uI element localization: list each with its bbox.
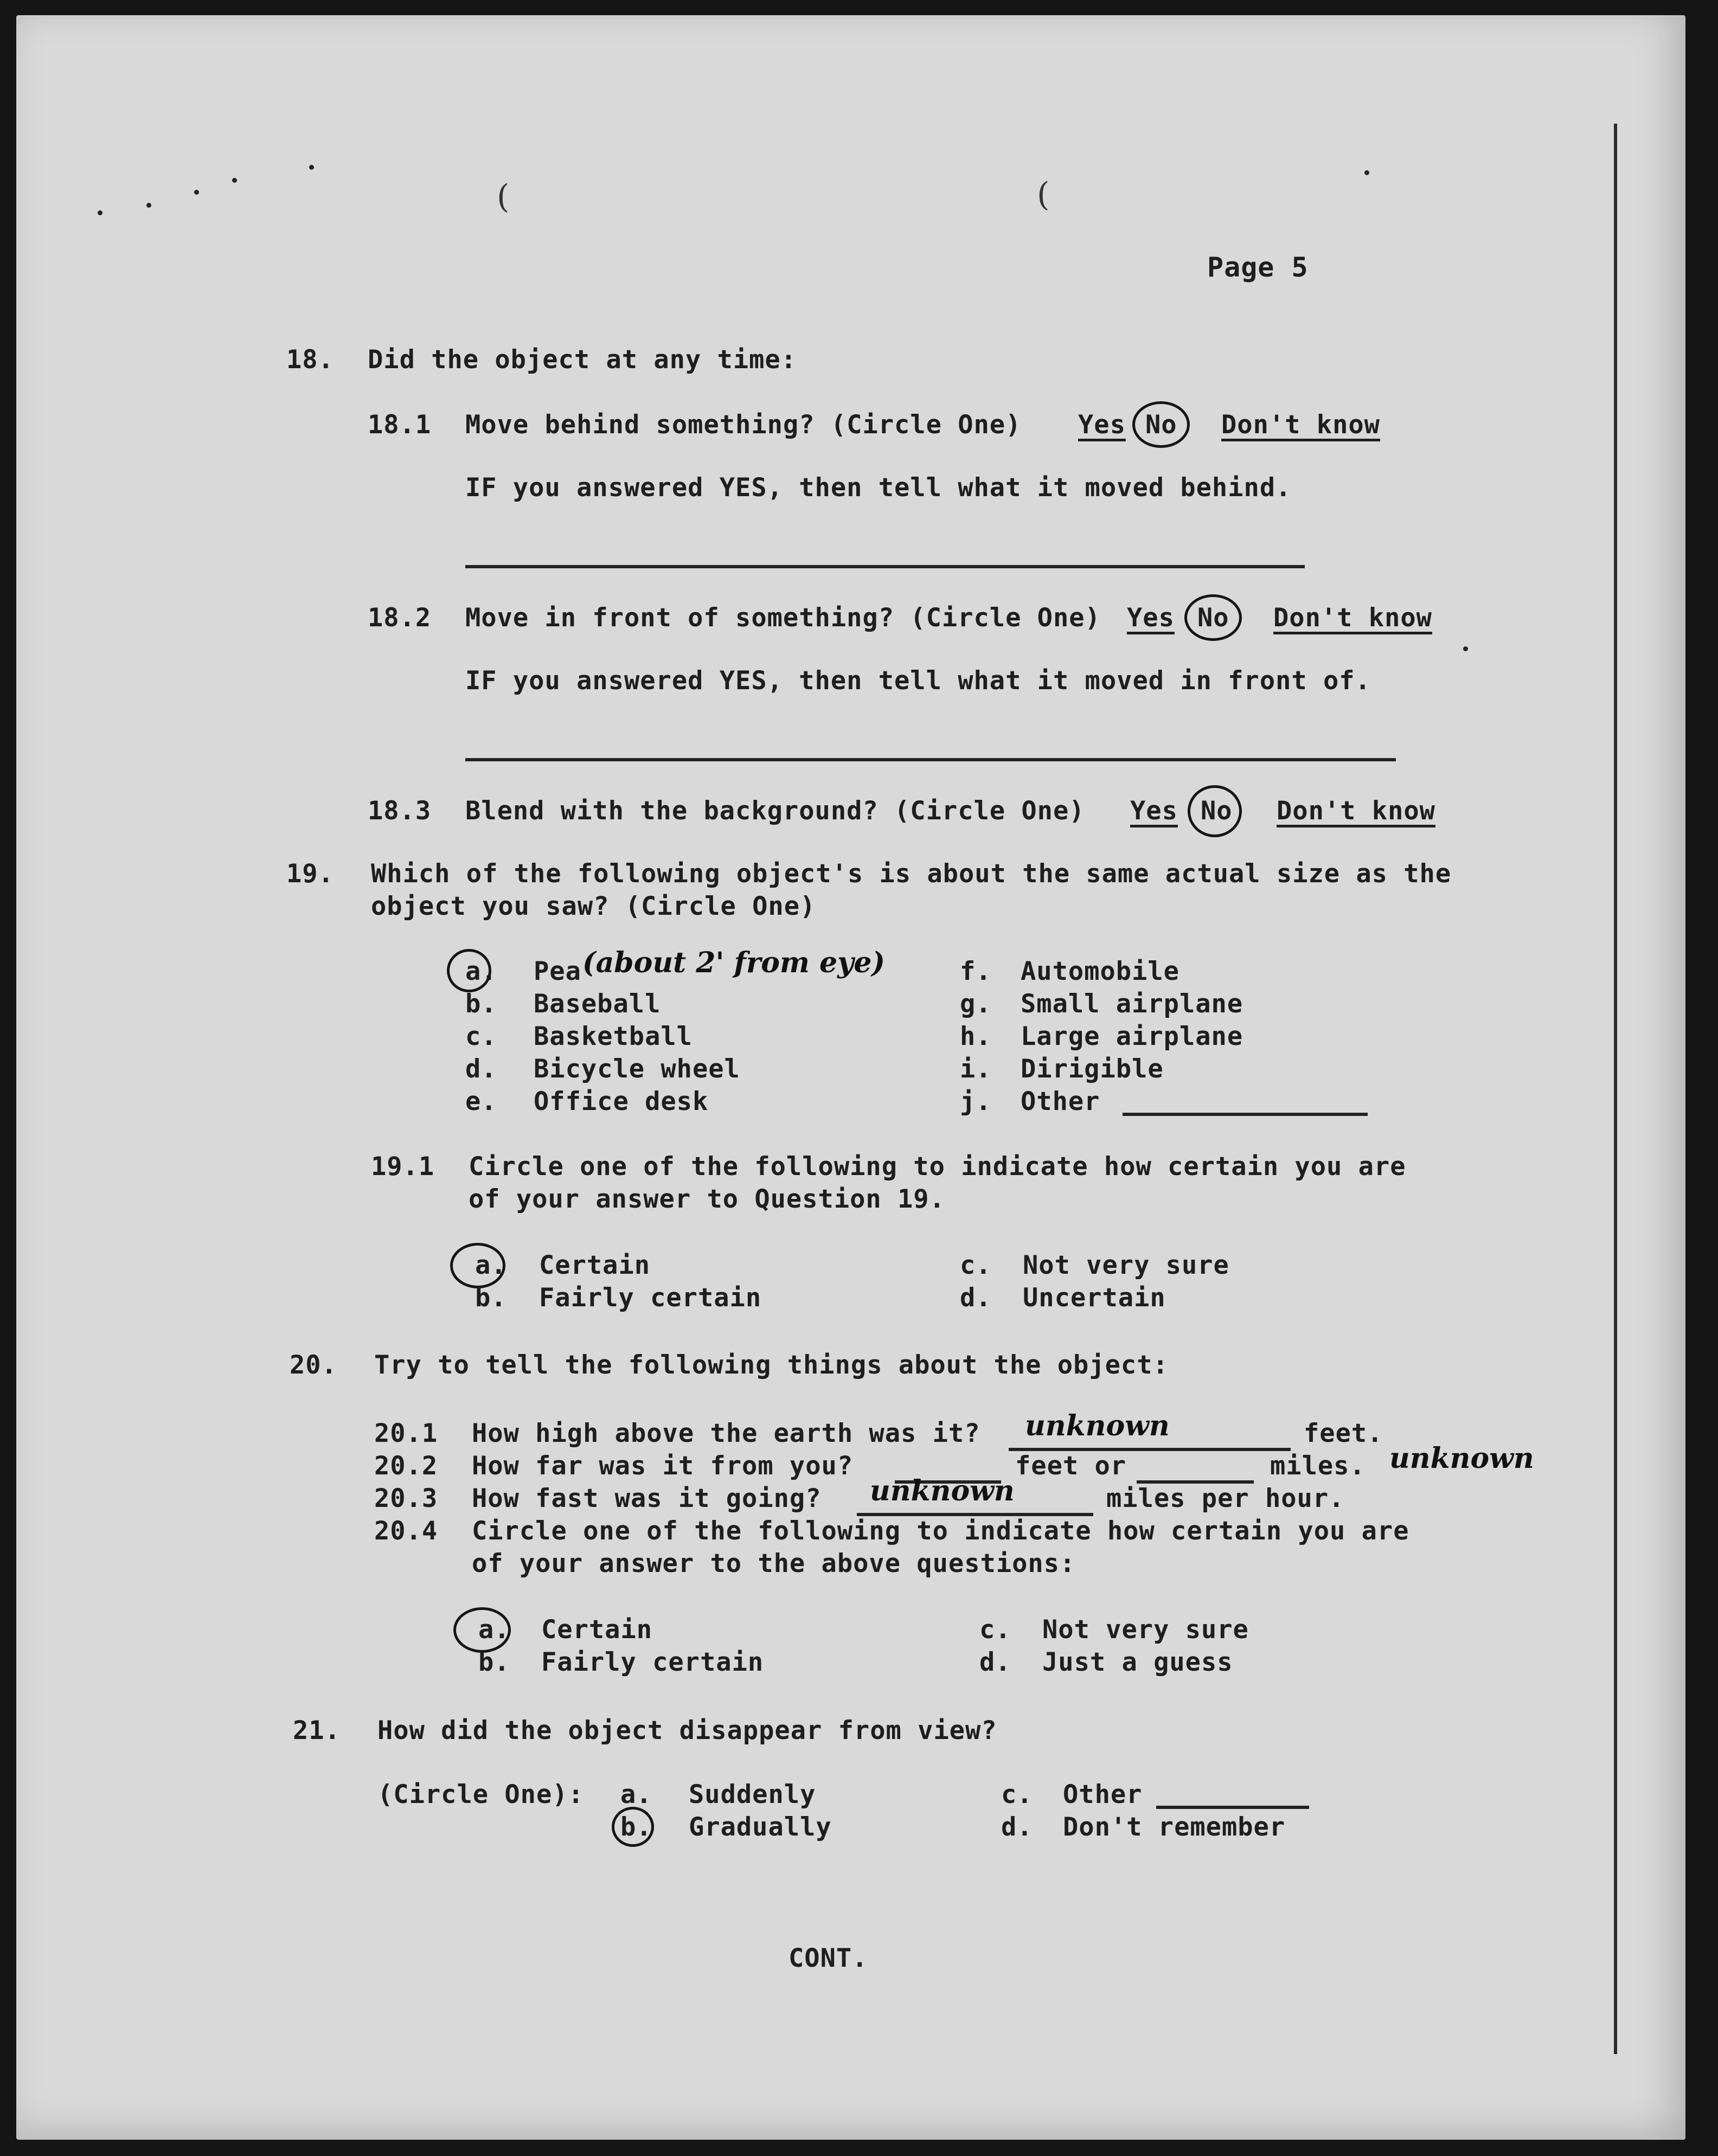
question-number: 19. (286, 859, 334, 889)
option-letter[interactable]: a. (465, 957, 497, 986)
instruction-label: (Circle One): (377, 1780, 584, 1810)
answer-line[interactable] (1156, 1806, 1309, 1809)
answer-line[interactable] (1123, 1113, 1368, 1116)
page-edge-rule (1614, 124, 1617, 2054)
option-letter[interactable]: h. (960, 1022, 992, 1051)
option-letter[interactable]: f. (960, 957, 992, 986)
followup-instruction: IF you answered YES, then tell what it moved in front of. (465, 666, 1371, 696)
subquestion-number: 18.1 (368, 410, 432, 440)
subquestion-number: 20.4 (374, 1516, 438, 1546)
answer-circle (612, 1807, 654, 1847)
subquestion-number: 20.2 (374, 1451, 438, 1481)
option-label[interactable]: Other (1021, 1087, 1100, 1116)
punch-hole-mark: ( (497, 178, 510, 216)
answer-circle (1132, 401, 1190, 448)
question-text: How did the object disappear from view? (377, 1716, 997, 1746)
option-letter[interactable]: b. (465, 989, 497, 1019)
option-letter[interactable]: d. (465, 1054, 497, 1084)
option-label[interactable]: Certain (539, 1250, 651, 1280)
option-letter[interactable]: e. (465, 1087, 497, 1116)
option-label[interactable]: Bicycle wheel (534, 1054, 740, 1084)
subquestion-number: 20.3 (374, 1484, 438, 1513)
unit-label: miles. (1270, 1451, 1366, 1481)
answer-line[interactable] (465, 565, 1305, 568)
subquestion-number: 18.3 (368, 796, 432, 826)
option-label[interactable]: Gradually (689, 1812, 832, 1842)
handwritten-note: (about 2' from eye) (582, 946, 886, 979)
unit-label: feet or (1015, 1451, 1127, 1481)
option-dont-know[interactable]: Don't know (1277, 796, 1435, 826)
option-dont-know[interactable]: Don't know (1273, 603, 1432, 633)
option-label[interactable]: Certain (541, 1615, 653, 1645)
ink-speck (232, 178, 237, 183)
unit-label: miles per hour. (1106, 1484, 1345, 1513)
ink-speck (1364, 170, 1369, 175)
option-label[interactable]: Don't remember (1063, 1812, 1286, 1842)
option-letter[interactable]: c. (1001, 1780, 1033, 1810)
answer-circle (1184, 594, 1242, 641)
subquestion-number: 20.1 (374, 1419, 438, 1448)
option-label[interactable]: Large airplane (1021, 1022, 1243, 1051)
option-yes[interactable]: Yes (1130, 796, 1178, 826)
option-letter[interactable]: g. (960, 989, 992, 1019)
answer-circle (447, 949, 491, 992)
ink-speck (98, 210, 102, 215)
option-yes[interactable]: Yes (1127, 603, 1175, 633)
question-number: 18. (286, 345, 334, 375)
option-label[interactable]: Not very sure (1042, 1615, 1249, 1645)
option-no[interactable]: No (1197, 603, 1229, 633)
subquestion-text: of your answer to Question 19. (469, 1184, 945, 1214)
handwritten-answer: unknown (1389, 1442, 1534, 1475)
option-letter[interactable]: d. (1001, 1812, 1033, 1842)
subquestion-text: Move in front of something? (Circle One) (465, 603, 1101, 633)
handwritten-answer: unknown (870, 1474, 1015, 1507)
ink-speck (194, 190, 199, 195)
question-number: 20. (290, 1350, 337, 1380)
question-number: 21. (293, 1716, 341, 1746)
option-label[interactable]: Office desk (534, 1087, 709, 1116)
option-label[interactable]: Automobile (1021, 957, 1179, 986)
option-label[interactable]: Basketball (534, 1022, 693, 1051)
option-yes[interactable]: Yes (1078, 410, 1126, 440)
option-dont-know[interactable]: Don't know (1221, 410, 1380, 440)
subquestion-text: Move behind something? (Circle One) (465, 410, 1022, 440)
option-letter[interactable]: c. (465, 1022, 497, 1051)
followup-instruction: IF you answered YES, then tell what it moved behind. (465, 473, 1292, 503)
option-label[interactable]: Just a guess (1042, 1647, 1233, 1677)
option-letter[interactable]: a. (620, 1780, 652, 1810)
option-letter[interactable]: j. (960, 1087, 992, 1116)
option-letter[interactable]: c. (979, 1615, 1011, 1645)
subquestion-text: Circle one of the following to indicate how certain you are (469, 1152, 1406, 1182)
option-label[interactable]: Fairly certain (541, 1647, 764, 1677)
subquestion-text: of your answer to the above questions: (472, 1549, 1076, 1579)
option-label[interactable]: Baseball (534, 989, 661, 1019)
question-text: object you saw? (Circle One) (371, 891, 816, 921)
punch-hole-mark: ( (1037, 176, 1050, 214)
option-label[interactable]: Small airplane (1021, 989, 1243, 1019)
subquestion-text: How fast was it going? (472, 1484, 822, 1513)
option-label[interactable]: Pea (534, 957, 581, 986)
question-text: Did the object at any time: (368, 345, 797, 375)
answer-circle (453, 1607, 511, 1653)
option-label[interactable]: Other (1063, 1780, 1143, 1810)
subquestion-text: How high above the earth was it? (472, 1419, 980, 1448)
answer-circle (1188, 785, 1242, 837)
option-no[interactable]: No (1145, 410, 1177, 440)
answer-circle (450, 1243, 505, 1288)
unit-label: feet. (1304, 1419, 1383, 1448)
ink-speck (146, 203, 151, 208)
option-label[interactable]: Dirigible (1021, 1054, 1164, 1084)
continued-footer: CONT. (789, 1943, 868, 1973)
option-label[interactable]: Not very sure (1023, 1250, 1229, 1280)
option-letter[interactable]: a. (475, 1250, 507, 1280)
subquestion-text: How far was it from you? (472, 1451, 854, 1481)
option-letter[interactable]: a. (478, 1615, 510, 1645)
ink-speck (1463, 646, 1468, 651)
question-text: Which of the following object's is about the same actual size as the (371, 859, 1452, 889)
option-label[interactable]: Uncertain (1023, 1283, 1166, 1313)
option-letter[interactable]: i. (960, 1054, 992, 1084)
option-letter[interactable]: d. (979, 1647, 1011, 1677)
option-letter[interactable]: b. (478, 1647, 510, 1677)
option-label[interactable]: Suddenly (689, 1780, 816, 1810)
subquestion-text: Blend with the background? (Circle One) (465, 796, 1085, 826)
subquestion-number: 18.2 (368, 603, 432, 633)
page-number: Page 5 (1207, 252, 1309, 283)
document-page (16, 15, 1685, 2140)
option-label[interactable]: Fairly certain (539, 1283, 762, 1313)
option-letter[interactable]: c. (960, 1250, 992, 1280)
option-letter[interactable]: d. (960, 1283, 992, 1313)
option-no[interactable]: No (1201, 796, 1233, 826)
subquestion-text: Circle one of the following to indicate how certain you are (472, 1516, 1409, 1546)
question-text: Try to tell the following things about the object: (374, 1350, 1169, 1380)
answer-line[interactable] (465, 758, 1396, 761)
option-letter[interactable]: b. (620, 1812, 652, 1842)
option-letter[interactable]: b. (475, 1283, 507, 1313)
handwritten-answer: unknown (1025, 1409, 1170, 1442)
subquestion-number: 19.1 (371, 1152, 435, 1182)
ink-speck (309, 165, 314, 170)
